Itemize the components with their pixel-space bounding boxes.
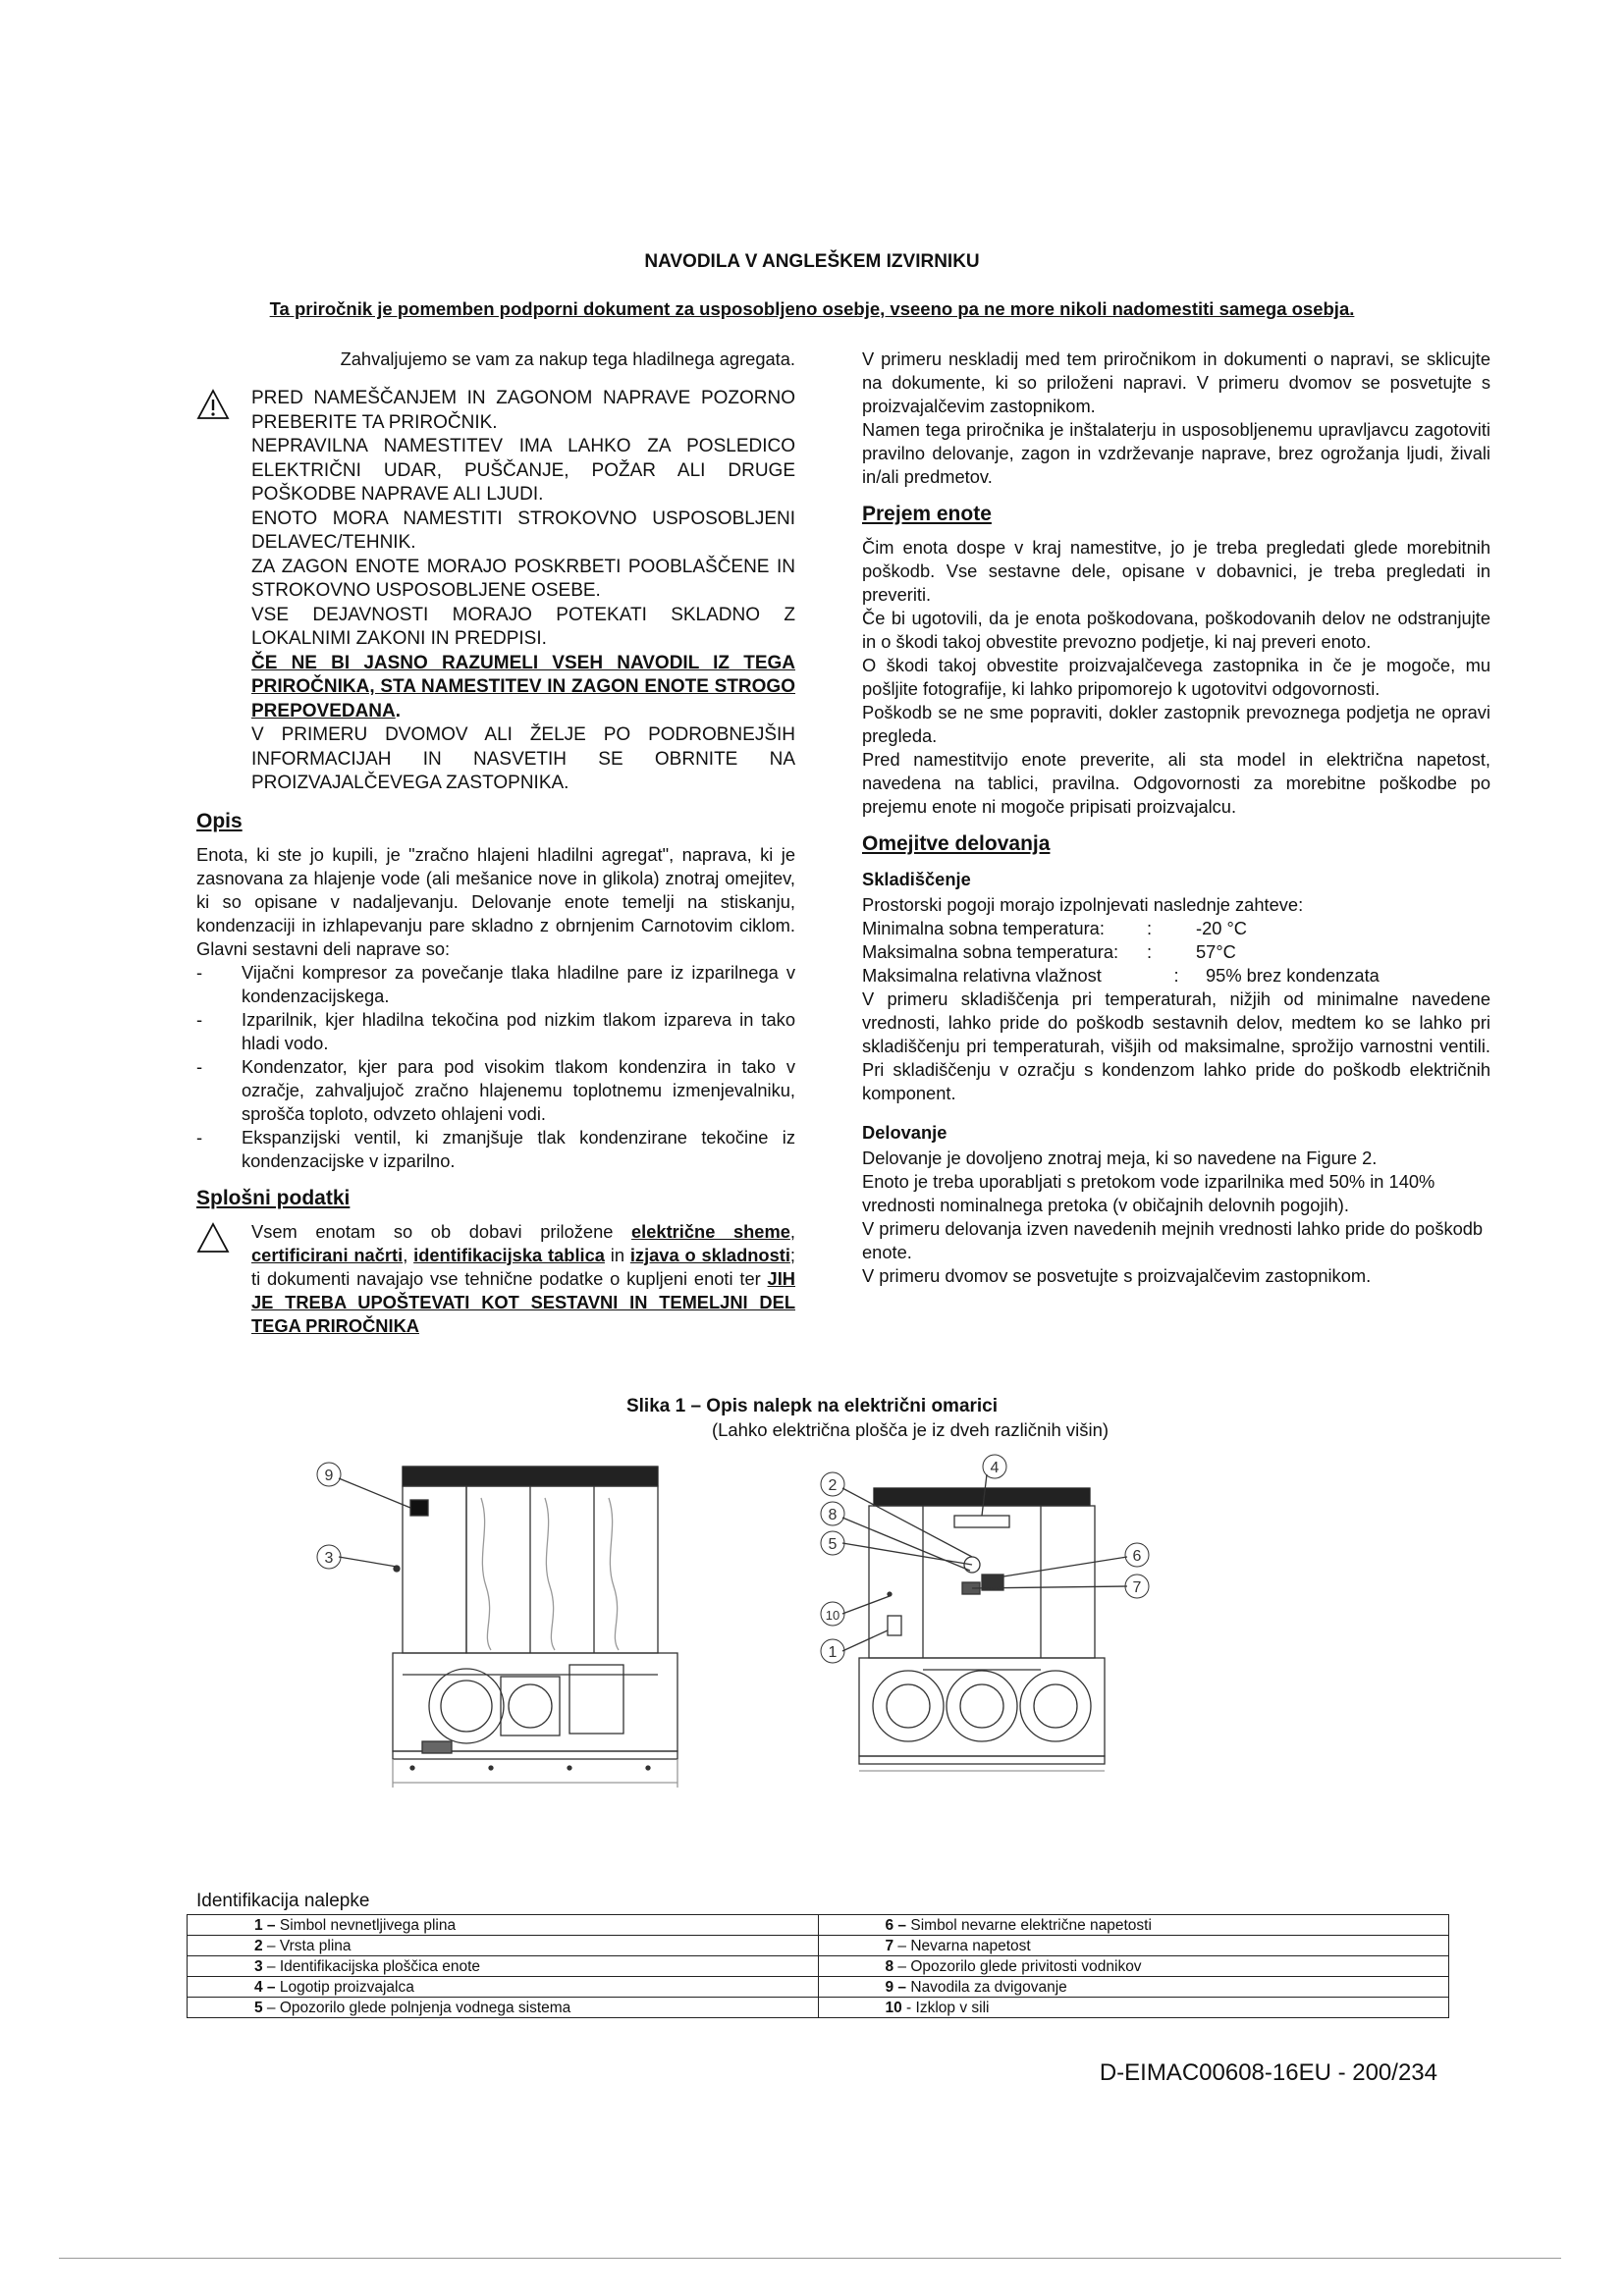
warning-line: NEPRAVILNA NAMESTITEV IMA LAHKO ZA POSLEDICO ELEKTRIČNI UDAR, PUŠČANJE, POŽAR ALI DRUGE POŠKODBE NAPRAVE ALI LJUDI.	[251, 436, 795, 505]
warning-line: VSE DEJAVNOSTI MORAJO POTEKATI SKLADNO Z LOKALNIMI ZAKONI IN PREDPISI.	[251, 604, 795, 649]
warning-line: ENOTO MORA NAMESTITI STROKOVNO USPOSOBLJENI DELAVEC/TEHNIK.	[251, 507, 795, 553]
table-row: 2 – Vrsta plina 7 – Nevarna napetost	[188, 1936, 1449, 1956]
warning-bold: ČE NE BI JASNO RAZUMELI VSEH NAVODIL IZ TEGA PRIROČNIKA, STA NAMESTITEV IN ZAGON ENOTE STROGO PREPOVEDANA	[251, 652, 795, 721]
paragraph: V primeru dvomov se posvetujte s proizvajalčevim zastopnikom.	[862, 1265, 1372, 1286]
page-title: NAVODILA V ANGLEŠKEM IZVIRNIKU	[644, 251, 980, 272]
section-heading-omejitve: Omejitve delovanja	[862, 832, 1051, 855]
side-view-drawing	[339, 1467, 677, 1788]
callout-label: 3	[324, 1550, 334, 1567]
section-heading-splosni: Splošni podatki	[196, 1186, 351, 1209]
splosni-block	[196, 1220, 795, 1338]
warning-icon	[196, 389, 230, 420]
paragraph: V primeru delovanja izven navedenih mejnih vrednosti lahko pride do poškodb enote.	[862, 1218, 1484, 1262]
list-item: - Izparilnik, kjer hladilna tekočina pod nizkim tlakom izpareva in tako hladi vodo.	[196, 1008, 795, 1055]
figure-subtitle: (Lahko električna plošča je iz dveh različnih višin)	[711, 1419, 1110, 1440]
paragraph: Enoto je treba uporabljati s pretokom vode izparilnika med 50% in 140% vrednosti nominalnega pretoka (v običajnih delovnih pogojih).	[862, 1171, 1435, 1215]
paragraph: Namen tega priročnika je inštalaterju in usposobljenemu upravljavcu zagotoviti pravilno delovanje, zagon in vzdrževanje naprave, brez ogrožanja ljudi, živali in/ali predmetov.	[862, 419, 1490, 487]
document-reference: D-EIMAC00608-16EU - 200/234	[1099, 2059, 1437, 2086]
list-item: - Kondenzator, kjer para pod visokim tlakom kondenzira in tako v ozračje, zahvaljujoč zračno hlajenemu toplotnemu izmenjevalniku, sprošča toploto, odvzeto ohlajeni vodi.	[196, 1055, 795, 1126]
condition-row: Maksimalna relativna vlažnost : 95% brez kondenzata	[862, 965, 1380, 986]
callout-label: 1	[828, 1644, 838, 1661]
parts-list	[196, 961, 795, 1173]
figure-title: Slika 1 – Opis nalepk na električni omarici	[625, 1396, 999, 1416]
subheading-delovanje: Delovanje	[862, 1122, 947, 1143]
page-subtitle: Ta priročnik je pomemben podporni dokument za usposobljeno osebje, vseeno pa ne more nikoli nadomestiti samega osebja.	[269, 298, 1355, 319]
condition-row: Minimalna sobna temperatura: : -20 °C	[862, 918, 1248, 938]
paragraph: Poškodb se ne sme popraviti, dokler zastopnik prevoznega podjetja ne opravi pregleda.	[862, 702, 1490, 746]
right-column	[862, 347, 1490, 1288]
callout-label: 4	[990, 1460, 1000, 1476]
warning-line: PRED NAMEŠČANJEM IN ZAGONOM NAPRAVE POZORNO PREBERITE TA PRIROČNIK.	[251, 388, 795, 433]
table-row: 5 – Opozorilo glede polnjenja vodnega sistema 10 - Izklop v sili	[188, 1998, 1449, 2018]
callout-label: 9	[324, 1468, 334, 1484]
table-row: 4 – Logotip proizvajalca 9 – Navodila za dvigovanje	[188, 1977, 1449, 1998]
callout-label: 10	[825, 1608, 840, 1623]
section-heading-opis: Opis	[196, 809, 243, 832]
table-row: 3 – Identifikacijska ploščica enote 8 – Opozorilo glede privitosti vodnikov	[188, 1956, 1449, 1977]
paragraph: Delovanje je dovoljeno znotraj meja, ki so navedene na Figure 2.	[862, 1148, 1378, 1168]
paragraph: V primeru skladiščenja pri temperaturah, nižjih od minimalne navedene vrednosti, lahko pride do poškodb sestavnih delov, medtem ko se lahko pri skladiščenju pri temperaturah, višjih od maksimalne, sprožijo varnostni ventili. Pri skladiščenju v ozračju s kondenzom lahko pride do poškodb električnih komponent.	[862, 988, 1490, 1103]
splosni-text: Vsem enotam so ob dobavi priložene električne sheme, certificirani načrti, identifikacijska tablica in izjava o skladnosti; ti dokumenti navajajo vse tehnične podatke o kupljeni enoti ter JIH JE TREBA UPOŠTEVATI KOT SESTAVNI IN TEMELJNI DEL TEGA PRIROČNIKA	[251, 1220, 795, 1336]
front-view-drawing	[842, 1474, 1127, 1771]
callout-label: 2	[828, 1477, 838, 1494]
callout-label: 8	[828, 1507, 838, 1523]
table-caption: Identifikacija nalepke	[196, 1891, 370, 1911]
paragraph: Pred namestitvijo enote preverite, ali sta model in električna napetost, navedena na tablici, pravilna. Odgovornosti za morebitne poškodbe po prejemu enote ni mogoče pripisati proizvajalcu.	[862, 749, 1490, 817]
callout-label: 6	[1132, 1548, 1142, 1565]
caution-icon	[196, 1222, 230, 1254]
paragraph: Prostorski pogoji morajo izpolnjevati naslednje zahteve:	[862, 894, 1304, 915]
warning-block: PRED NAMEŠČANJEM IN ZAGONOM NAPRAVE POZORNO PREBERITE TA PRIROČNIK. NEPRAVILNA NAMESTITEV IMA LAHKO ZA POSLEDICO ELEKTRIČNI UDAR, PUŠČANJE, POŽAR ALI DRUGE POŠKODBE NAPRAVE ALI LJUDI. ENOTO MORA NAMESTITI STROKOVNO USPOSOBLJENI DELAVEC/TEHNIK. ZA ZAGON ENOTE MORAJO POSKRBETI POOBLAŠČENE IN STROKOVNO USPOSOBLJENE OSEBE. VSE DEJAVNOSTI MORAJO POTEKATI SKLADNO Z LOKALNIMI ZAKONI IN PREDPISI. ČE NE BI JASNO RAZUMELI VSEH NAVODIL IZ TEGA PRIROČNIKA, STA NAMESTITEV IN ZAGON ENOTE STROGO PREPOVEDANA. V PRIMERU DVOMOV ALI ŽELJE PO PODROBNEJŠIH INFORMACIJAH IN NASVETIH SE OBRNITE NA PROIZVAJALČEVEGA ZASTOPNIKA.	[196, 387, 795, 796]
bottom-divider	[59, 2258, 1561, 2259]
unit-drawing	[295, 1449, 1276, 1861]
paragraph: V primeru neskladij med tem priročnikom in dokumenti o napravi, se sklicujte na dokumente, ki so priloženi napravi. V primeru dvomov se posvetujte s proizvajalčevim zastopnikom.	[862, 348, 1490, 416]
paragraph: Čim enota dospe v kraj namestitve, jo je treba pregledati glede morebitnih poškodb. Vse sestavne dele, opisane v dobavnici, je treba pregledati in preveriti.	[862, 537, 1490, 605]
list-item: - Vijačni kompresor za povečanje tlaka hladilne pare iz izparilnega v kondenzacijskega.	[196, 961, 795, 1008]
thanks-text: Zahvaljujemo se vam za nakup tega hladilnega agregata.	[340, 348, 795, 369]
subheading-skladiscenje: Skladiščenje	[862, 869, 971, 889]
table-row: 1 – Simbol nevnetljivega plina 6 – Simbol nevarne električne napetosti	[188, 1915, 1449, 1936]
opis-text: Enota, ki ste jo kupili, je "zračno hlajeni hladilni agregat", naprava, ki je zasnovana za hlajenje vode (ali mešanice nove in glikola) znotraj omejitev, ki so opisane v nadaljevanju. Delovanje enote temelji na stiskanju, kondenzaciji in izhlapevanju pare skladno z obrnjenim Carnotovim ciklom. Glavni sestavni deli naprave so:	[196, 843, 795, 959]
warning-line: ZA ZAGON ENOTE MORAJO POSKRBETI POOBLAŠČENE IN STROKOVNO USPOSOBLJENE OSEBE.	[251, 556, 795, 601]
callout-label: 7	[1132, 1579, 1142, 1596]
section-heading-prejem: Prejem enote	[862, 503, 992, 525]
condition-row: Maksimalna sobna temperatura: : 57°C	[862, 941, 1236, 962]
paragraph: O škodi takoj obvestite proizvajalčevega zastopnika in če je mogoče, mu pošljite fotografije, ki lahko pripomorejo k ugotovitvi odgovornosti.	[862, 655, 1490, 699]
list-item: - Ekspanzijski ventil, ki zmanjšuje tlak kondenzirane tekočine iz kondenzacijske v izparilno.	[196, 1126, 795, 1173]
callout-label: 5	[828, 1536, 838, 1553]
paragraph: Če bi ugotovili, da je enota poškodovana, poškodovanih delov ne odstranjujte in o škodi takoj obvestite prevozno podjetje, ki naj preveri enoto.	[862, 608, 1490, 652]
left-column	[196, 347, 795, 1338]
labels-table	[187, 1914, 1449, 2018]
warning-tail: V PRIMERU DVOMOV ALI ŽELJE PO PODROBNEJŠIH INFORMACIJAH IN NASVETIH SE OBRNITE NA PROIZVAJALČEVEGA ZASTOPNIKA.	[251, 724, 795, 793]
